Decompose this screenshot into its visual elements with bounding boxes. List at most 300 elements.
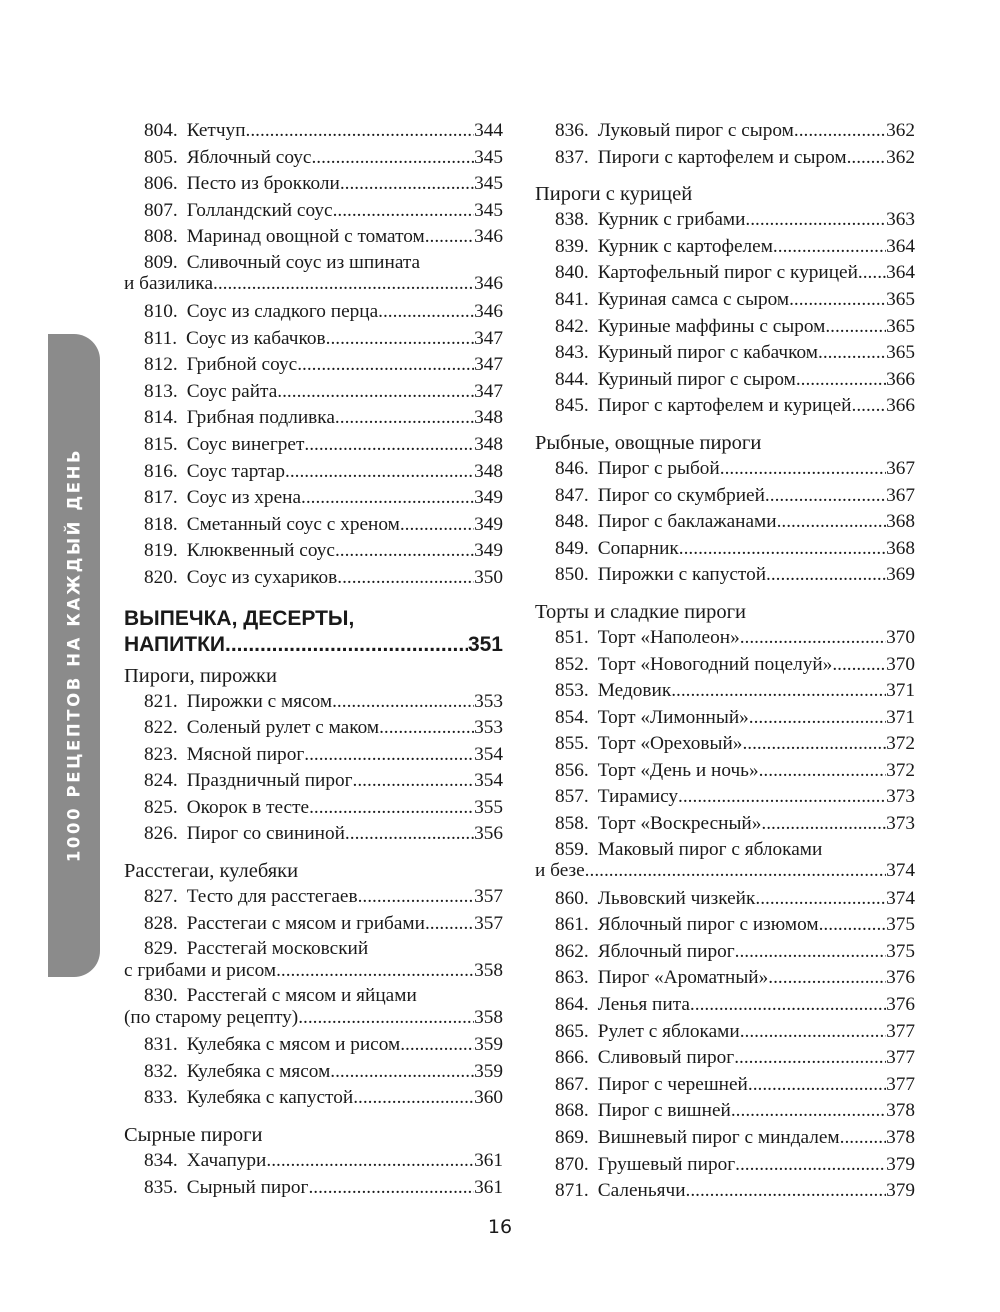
entry-title: Пирог со свининой (186, 823, 345, 845)
leader-dots (734, 1045, 886, 1072)
toc-list-cakes (535, 625, 915, 1205)
leader-dots (686, 1178, 887, 1205)
entry-number: 859. (555, 838, 589, 860)
leader-dots (735, 1152, 886, 1179)
entry-number: 861. (555, 914, 589, 936)
toc-entry[interactable] (124, 742, 503, 769)
leader-dots (742, 731, 886, 758)
entry-number: 870. (555, 1153, 589, 1175)
leader-dots (773, 234, 886, 261)
entry-page: 362 (886, 120, 915, 141)
entry-number: 837. (555, 146, 589, 168)
toc-entry[interactable] (124, 565, 503, 592)
entry-title: Торт «День и ночь» (597, 759, 759, 781)
entry-title: Соус тартар (186, 460, 286, 482)
entry-title: Сопарник (597, 537, 679, 559)
toc-entry[interactable] (535, 1045, 915, 1072)
entry-number: 817. (144, 487, 178, 509)
toc-left-column (124, 118, 503, 1201)
leader-dots (400, 1032, 474, 1059)
entry-title: Праздничный пирог (186, 770, 353, 792)
toc-entry[interactable] (124, 795, 503, 822)
entry-page: 377 (886, 1020, 915, 1042)
entry-number: 804. (144, 120, 178, 141)
entry-title: Кулебяка с капустой (186, 1087, 354, 1109)
chapter-title-line2: НАПИТКИ (124, 632, 225, 656)
entry-page: 373 (886, 786, 915, 808)
entry-page: 348 (474, 460, 503, 482)
entry-number: 863. (555, 967, 589, 989)
entry-page: 347 (474, 327, 503, 349)
toc-entry[interactable] (124, 512, 503, 539)
leader-dots (852, 393, 887, 420)
toc-entry[interactable] (535, 652, 915, 679)
entry-title: Сливовый пирог (597, 1047, 735, 1069)
leader-dots (301, 485, 474, 512)
entry-number: 828. (144, 912, 178, 934)
toc-entry[interactable] (535, 939, 915, 966)
leader-dots (765, 483, 886, 510)
entry-page: 358 (474, 1006, 503, 1028)
entry-title: Грибной соус (186, 354, 298, 376)
entry-title: Яблочный пирог с изюмом (597, 914, 819, 936)
leader-dots (819, 912, 886, 939)
leader-dots (277, 379, 474, 406)
toc-entry[interactable] (535, 965, 915, 992)
entry-title: Картофельный пирог с курицей (597, 262, 858, 284)
entry-number: 869. (555, 1127, 589, 1148)
toc-entry[interactable] (535, 839, 915, 882)
entry-number: 856. (555, 759, 589, 781)
entry-page: 355 (474, 796, 503, 818)
chapter-heading (124, 606, 503, 658)
toc-entry-line1 (535, 839, 915, 861)
entry-number: 871. (555, 1180, 589, 1202)
entry-title: Кетчуп (186, 120, 246, 141)
leader-dots (213, 273, 474, 295)
toc-entry[interactable] (535, 314, 915, 341)
leader-dots (298, 1007, 474, 1029)
toc-entry[interactable] (535, 731, 915, 758)
entry-number: 857. (555, 786, 589, 808)
entry-page: 377 (886, 1073, 915, 1095)
toc-entry[interactable] (124, 911, 503, 938)
entry-number: 822. (144, 717, 178, 739)
entry-page: 375 (886, 914, 915, 936)
leader-dots (690, 992, 886, 1019)
entry-page: 361 (474, 1150, 503, 1172)
leader-dots (297, 352, 474, 379)
entry-title: Пирог с рыбой (597, 457, 720, 479)
entry-title: Пирог «Ароматный» (597, 967, 769, 989)
entry-title: Кулебяка с мясом (186, 1060, 331, 1082)
entry-page: 371 (886, 680, 915, 702)
entry-page: 357 (474, 912, 503, 934)
entry-page: 354 (474, 770, 503, 792)
leader-dots (425, 911, 474, 938)
entry-page: 367 (886, 457, 915, 479)
entry-title: Ленья пита (597, 994, 690, 1016)
entry-number: 834. (144, 1150, 178, 1172)
entry-page: 368 (886, 511, 915, 533)
entry-number: 821. (144, 690, 178, 712)
toc-entry[interactable] (535, 207, 915, 234)
entry-page: 347 (474, 354, 503, 376)
toc-entry[interactable] (124, 985, 503, 1028)
toc-entry[interactable] (124, 352, 503, 379)
entry-title: Сырный пирог (186, 1176, 309, 1198)
book-title-sidebar: 1000 РЕЦЕПТОВ НА КАЖДЫЙ ДЕНЬ (64, 447, 84, 863)
entry-page: 379 (886, 1153, 915, 1175)
toc-list-cheese (124, 1148, 503, 1201)
entry-page: 356 (474, 823, 503, 845)
entry-page: 364 (886, 262, 915, 284)
entry-number: 855. (555, 733, 589, 755)
entry-page: 370 (886, 653, 915, 675)
toc-list-chicken (535, 207, 915, 420)
toc-entry[interactable] (535, 1072, 915, 1099)
section-heading-pies: Пироги, пирожки (124, 664, 277, 687)
toc-entry[interactable] (535, 1019, 915, 1046)
entry-title: Яблочный пирог (597, 940, 735, 962)
toc-entry[interactable] (535, 118, 915, 145)
entry-number: 848. (555, 511, 589, 533)
entry-title: Рулет с яблоками (597, 1020, 740, 1042)
entry-number: 867. (555, 1073, 589, 1095)
entry-title: Медовик (597, 680, 672, 702)
leader-dots (400, 512, 474, 539)
leader-dots (378, 299, 474, 326)
entry-page: 353 (474, 717, 503, 739)
toc-entry[interactable] (535, 758, 915, 785)
entry-number: 824. (144, 770, 178, 792)
entry-title: Расстегаи с мясом и грибами (186, 912, 425, 934)
entry-page: 347 (474, 380, 503, 402)
entry-page: 378 (886, 1100, 915, 1122)
toc-entry[interactable] (124, 485, 503, 512)
entry-title-continued: (по старому рецепту) (124, 1006, 299, 1028)
toc-entry[interactable] (535, 678, 915, 705)
entry-page: 350 (474, 566, 503, 588)
entry-title: Торт «Ореховый» (597, 733, 743, 755)
toc-entry[interactable] (124, 1032, 503, 1059)
entry-page: 370 (886, 626, 915, 648)
entry-number: 825. (144, 796, 178, 818)
entry-title: Саленьячи (597, 1180, 686, 1202)
leader-dots (335, 405, 474, 432)
entry-number: 860. (555, 887, 589, 909)
entry-number: 852. (555, 653, 589, 675)
toc-entry[interactable] (124, 1148, 503, 1175)
leader-dots (337, 565, 474, 592)
toc-entry[interactable] (535, 992, 915, 1019)
entry-number: 811. (144, 327, 178, 349)
entry-page: 368 (886, 537, 915, 559)
leader-dots (678, 784, 886, 811)
entry-title: Сметанный соус с хреном (186, 513, 400, 535)
entry-number: 851. (555, 626, 589, 648)
toc-entry[interactable] (535, 393, 915, 420)
toc-entry[interactable] (124, 224, 503, 251)
entry-title: Грушевый пирог (597, 1153, 736, 1175)
entry-title: Пирог с баклажанами (597, 511, 777, 533)
leader-dots (379, 715, 474, 742)
leader-dots (794, 118, 886, 145)
entry-number: 830. (144, 985, 178, 1007)
entry-title: Клюквенный соус (186, 540, 335, 562)
entry-number: 843. (555, 342, 589, 364)
toc-entry[interactable] (535, 912, 915, 939)
entry-title: Соус из сухариков (186, 566, 338, 588)
toc-entry[interactable] (124, 768, 503, 795)
chapter-title-line2-row[interactable] (124, 632, 503, 658)
toc-entry[interactable] (124, 1085, 503, 1112)
entry-page: 371 (886, 706, 915, 728)
entry-title: Тирамису (597, 786, 679, 808)
toc-entry[interactable] (535, 340, 915, 367)
toc-entry-line2 (124, 273, 503, 295)
entry-title: Хачапури (186, 1150, 267, 1172)
toc-list-rasstegai (124, 884, 503, 1112)
leader-dots (766, 562, 886, 589)
entry-page: 354 (474, 743, 503, 765)
section-heading-chicken: Пироги с курицей (535, 183, 693, 206)
entry-page: 359 (474, 1060, 503, 1082)
toc-entry[interactable] (124, 326, 503, 353)
toc-entry[interactable] (535, 1152, 915, 1179)
toc-entry[interactable] (124, 118, 503, 145)
entry-number: 829. (144, 938, 178, 960)
toc-entry[interactable] (535, 509, 915, 536)
leader-dots (311, 145, 474, 172)
entry-number: 818. (144, 513, 178, 535)
entry-number: 864. (555, 994, 589, 1016)
entry-page: 360 (474, 1087, 503, 1109)
entry-number: 836. (555, 120, 589, 141)
entry-title: Пирожки с капустой (597, 564, 767, 586)
entry-page: 367 (886, 484, 915, 506)
entry-page: 365 (886, 288, 915, 310)
entry-page: 348 (474, 407, 503, 429)
leader-dots (308, 1175, 474, 1202)
toc-entry[interactable] (535, 234, 915, 261)
entry-title: Маковый пирог с яблоками (597, 838, 823, 860)
entry-number: 810. (144, 300, 178, 322)
entry-title: Сливочный соус из шпината (186, 251, 421, 273)
toc-entry-line2 (124, 1007, 503, 1029)
leader-dots (749, 705, 886, 732)
entry-title: Куриный пирог с сыром (597, 368, 796, 390)
entry-number: 841. (555, 288, 589, 310)
entry-page: 348 (474, 433, 503, 455)
toc-entry[interactable] (124, 884, 503, 911)
entry-page: 377 (886, 1047, 915, 1069)
entry-page: 372 (886, 733, 915, 755)
toc-entry[interactable] (124, 145, 503, 172)
toc-entry[interactable] (535, 625, 915, 652)
toc-entry[interactable] (535, 562, 915, 589)
entry-number: 842. (555, 315, 589, 337)
leader-dots (761, 811, 886, 838)
entry-page: 363 (886, 209, 915, 231)
toc-entry-line1 (124, 938, 503, 960)
toc-entry[interactable] (124, 459, 503, 486)
toc-entry[interactable] (124, 689, 503, 716)
entry-page: 378 (886, 1127, 915, 1148)
leader-dots (768, 965, 886, 992)
entry-page: 349 (474, 540, 503, 562)
entry-page: 359 (474, 1034, 503, 1056)
entry-page: 365 (886, 315, 915, 337)
entry-number: 831. (144, 1034, 178, 1056)
entry-page: 344 (474, 120, 503, 141)
toc-entry[interactable] (535, 1125, 915, 1152)
entry-title-continued: с грибами и рисом (124, 959, 277, 981)
entry-title: Торт «Наполеон» (597, 626, 740, 648)
toc-entry[interactable] (535, 1178, 915, 1205)
entry-number: 806. (144, 173, 178, 195)
entry-number: 826. (144, 823, 178, 845)
entry-page: 353 (474, 690, 503, 712)
toc-entry[interactable] (535, 483, 915, 510)
entry-page: 369 (886, 564, 915, 586)
leader-dots (225, 632, 468, 658)
toc-entry[interactable] (124, 538, 503, 565)
entry-title: Расстегай московский (186, 938, 369, 960)
leader-dots (858, 260, 886, 287)
leader-dots (425, 224, 474, 251)
entry-number: 865. (555, 1020, 589, 1042)
toc-entry[interactable] (535, 1098, 915, 1125)
leader-dots (748, 1072, 886, 1099)
toc-entry[interactable] (535, 536, 915, 563)
leader-dots (759, 758, 886, 785)
leader-dots (353, 1085, 474, 1112)
toc-entry[interactable] (535, 145, 915, 172)
entry-title: Курник с грибами (597, 209, 746, 231)
entry-title: Соус из сладкого перца (186, 300, 379, 322)
entry-title-continued: и базилика (124, 273, 214, 295)
leader-dots (332, 689, 474, 716)
entry-number: 814. (144, 407, 178, 429)
entry-page: 366 (886, 368, 915, 390)
entry-title: Пирог со скумбрией (597, 484, 765, 506)
leader-dots (789, 287, 886, 314)
toc-entry[interactable] (124, 171, 503, 198)
toc-entry[interactable] (124, 405, 503, 432)
entry-page: 374 (886, 887, 915, 909)
entry-number: 847. (555, 484, 589, 506)
entry-number: 862. (555, 940, 589, 962)
entry-page: 372 (886, 759, 915, 781)
toc-entry[interactable] (535, 260, 915, 287)
leader-dots (246, 118, 475, 145)
leader-dots (832, 652, 886, 679)
entry-number: 819. (144, 540, 178, 562)
toc-entry[interactable] (535, 367, 915, 394)
leader-dots (840, 1125, 886, 1152)
toc-entry[interactable] (535, 705, 915, 732)
leader-dots (777, 509, 887, 536)
chapter-title-line1: ВЫПЕЧКА, ДЕСЕРТЫ, (124, 606, 355, 630)
toc-entry[interactable] (124, 715, 503, 742)
entry-title: Песто из брокколи (186, 173, 340, 195)
toc-entry[interactable] (535, 456, 915, 483)
toc-entry[interactable] (124, 198, 503, 225)
toc-entry-line2 (124, 960, 503, 982)
entry-page: 346 (474, 273, 503, 295)
toc-entry[interactable] (124, 379, 503, 406)
entry-title: Окорок в тесте (186, 796, 310, 818)
entry-number: 835. (144, 1176, 178, 1198)
toc-entry[interactable] (535, 886, 915, 913)
leader-dots (285, 459, 474, 486)
toc-entry[interactable] (124, 938, 503, 981)
leader-dots (796, 367, 886, 394)
leader-dots (335, 538, 474, 565)
leader-dots (740, 1019, 886, 1046)
entry-title: Пироги с картофелем и сыром (597, 146, 847, 168)
entry-page: 375 (886, 940, 915, 962)
toc-entry[interactable] (124, 299, 503, 326)
entry-number: 805. (144, 146, 178, 168)
leader-dots (333, 198, 475, 225)
entry-page: 361 (474, 1176, 503, 1198)
leader-dots (326, 326, 474, 353)
entry-page: 365 (886, 342, 915, 364)
entry-number: 840. (555, 262, 589, 284)
entry-title: Соус из кабачков (186, 327, 326, 349)
entry-page: 345 (474, 173, 503, 195)
toc-entry[interactable] (535, 784, 915, 811)
entry-title: Расстегай с мясом и яйцами (186, 985, 417, 1007)
entry-title: Соус винегрет (186, 433, 305, 455)
toc-entry[interactable] (124, 1059, 503, 1086)
entry-number: 813. (144, 380, 178, 402)
entry-number: 809. (144, 251, 178, 273)
toc-list-pies (124, 689, 503, 849)
toc-entry[interactable] (124, 432, 503, 459)
entry-page: 346 (474, 300, 503, 322)
entry-title: Кулебяка с мясом и рисом (186, 1034, 401, 1056)
entry-title: Соленый рулет с маком (186, 717, 380, 739)
entry-page: 346 (474, 226, 503, 248)
entry-title: Соус райта (186, 380, 278, 402)
toc-entry[interactable] (124, 821, 503, 848)
entry-title: Пирожки с мясом (186, 690, 333, 712)
leader-dots (679, 536, 886, 563)
entry-page: 379 (886, 1180, 915, 1202)
toc-entry[interactable] (535, 811, 915, 838)
leader-dots (755, 886, 886, 913)
entry-title: Торт «Лимонный» (597, 706, 749, 728)
entry-title: Куриные маффины с сыром (597, 315, 826, 337)
toc-entry[interactable] (124, 1175, 503, 1202)
chapter-page: 351 (467, 632, 503, 656)
toc-entry[interactable] (535, 287, 915, 314)
entry-page: 349 (474, 513, 503, 535)
toc-entry[interactable] (124, 252, 503, 295)
leader-dots (304, 432, 474, 459)
leader-dots (353, 768, 475, 795)
leader-dots (740, 625, 886, 652)
entry-title: Курник с картофелем (597, 235, 773, 257)
entry-number: 866. (555, 1047, 589, 1069)
entry-title: Куриная самса с сыром (597, 288, 790, 310)
leader-dots (340, 171, 474, 198)
leader-dots (735, 939, 886, 966)
entry-page: 373 (886, 813, 915, 835)
